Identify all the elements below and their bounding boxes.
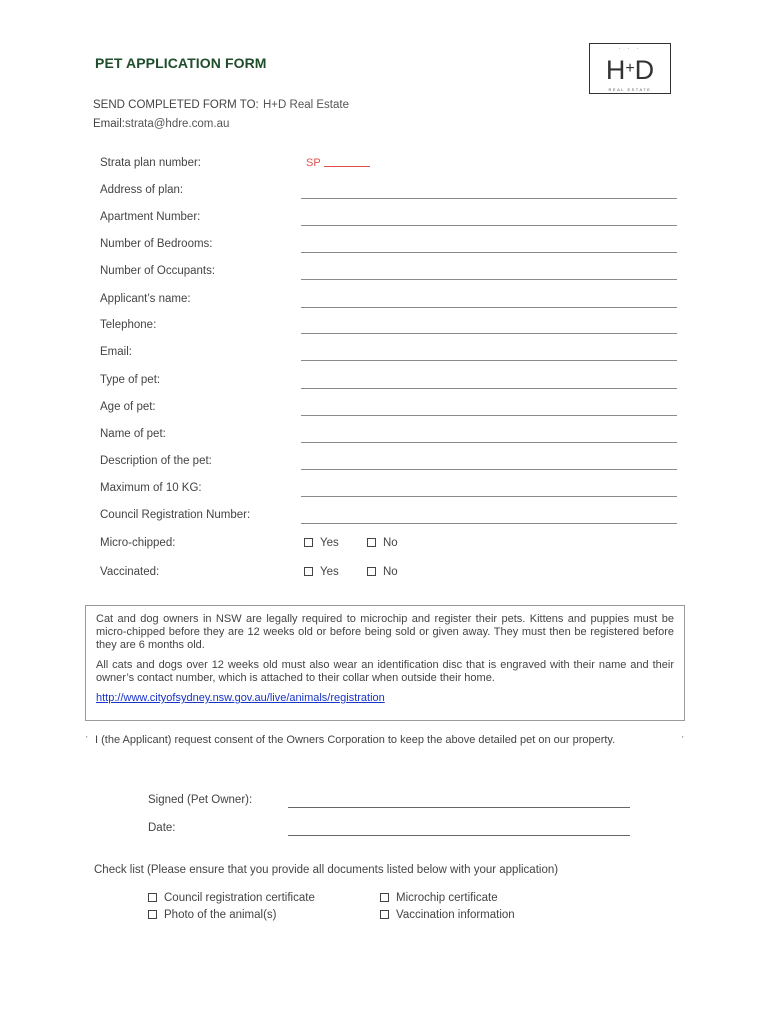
micro-chipped-yes-checkbox[interactable]: Yes: [304, 537, 339, 549]
date-line[interactable]: [288, 835, 630, 836]
date-field[interactable]: [148, 822, 630, 842]
input-line[interactable]: [301, 469, 677, 470]
vaccinated-yes-checkbox[interactable]: Yes: [304, 566, 339, 578]
checklist-item-council-certificate[interactable]: Council registration certificate: [148, 892, 315, 904]
checkbox-icon: [367, 538, 376, 547]
margin-mark: ': [86, 735, 88, 744]
email-label: Email:: [93, 118, 125, 130]
checkbox-icon: [304, 567, 313, 576]
field-pet-age[interactable]: [100, 401, 677, 421]
field-label: Type of pet:: [100, 374, 161, 386]
field-apartment[interactable]: [100, 211, 677, 231]
consent-statement: I (the Applicant) request consent of the Owners Corporation to keep the above detailed pet on our property.: [95, 734, 616, 746]
checkbox-icon: [367, 567, 376, 576]
field-occupants[interactable]: [100, 265, 677, 285]
field-address[interactable]: [100, 184, 677, 204]
company-logo: [589, 43, 671, 94]
logo-dots: · · ·: [618, 46, 642, 52]
checkbox-icon: [380, 893, 389, 902]
checklist-item-photo[interactable]: Photo of the animal(s): [148, 909, 277, 921]
checkbox-icon: [148, 910, 157, 919]
field-max-weight[interactable]: [100, 482, 677, 502]
field-label: Description of the pet:: [100, 455, 212, 467]
input-line[interactable]: [301, 279, 677, 280]
email-row: [93, 118, 229, 130]
notice-paragraph-2: All cats and dogs over 12 weeks old must also wear an identification disc that is engraved with their name and their owner’s contact number, which is attached to their collar when outside their home.: [96, 659, 674, 684]
field-label: Strata plan number:: [100, 157, 202, 169]
checkbox-icon: [380, 910, 389, 919]
registration-link[interactable]: http://www.cityofsydney.nsw.gov.au/live/animals/registration: [96, 692, 385, 704]
microchip-notice-box: [85, 605, 685, 721]
signature-line[interactable]: [288, 807, 630, 808]
checkbox-icon: [304, 538, 313, 547]
field-label: Email:: [100, 346, 132, 358]
form-title: PET APPLICATION FORM: [95, 55, 267, 71]
field-strata-plan: [100, 157, 677, 177]
checkbox-icon: [148, 893, 157, 902]
send-to-value: H+D Real Estate: [263, 99, 349, 111]
input-line[interactable]: [301, 252, 677, 253]
logo-mark: H+D: [605, 55, 655, 85]
field-label: Number of Occupants:: [100, 265, 216, 277]
send-to-row: [93, 99, 349, 111]
input-line[interactable]: [301, 442, 677, 443]
field-email[interactable]: [100, 346, 677, 366]
date-label: Date:: [148, 822, 176, 834]
input-line[interactable]: [301, 307, 677, 308]
field-label: Number of Bedrooms:: [100, 238, 213, 250]
send-to-label: SEND COMPLETED FORM TO:: [93, 99, 259, 111]
input-line[interactable]: [301, 333, 677, 334]
checklist-title: Check list (Please ensure that you provide all documents listed below with your application): [94, 864, 559, 876]
field-council-registration[interactable]: [100, 509, 677, 529]
vaccinated-no-checkbox[interactable]: No: [367, 566, 398, 578]
margin-mark: ': [682, 735, 684, 744]
input-line[interactable]: [301, 225, 677, 226]
micro-chipped-no-checkbox[interactable]: No: [367, 537, 398, 549]
field-label: Applicant’s name:: [100, 293, 191, 305]
field-label: Micro-chipped:: [100, 537, 176, 549]
input-line[interactable]: [301, 496, 677, 497]
input-line[interactable]: [301, 198, 677, 199]
input-line[interactable]: [301, 523, 677, 524]
signature-label: Signed (Pet Owner):: [148, 794, 253, 806]
field-label: Age of pet:: [100, 401, 156, 413]
input-line[interactable]: [301, 360, 677, 361]
logo-subtitle: REAL ESTATE: [608, 87, 652, 92]
field-bedrooms[interactable]: [100, 238, 677, 258]
email-value: strata@hdre.com.au: [125, 118, 230, 130]
checklist-item-vaccination[interactable]: Vaccination information: [380, 909, 515, 921]
input-line[interactable]: [301, 415, 677, 416]
field-pet-name[interactable]: [100, 428, 677, 448]
field-label: Apartment Number:: [100, 211, 201, 223]
field-label: Name of pet:: [100, 428, 166, 440]
field-label: Vaccinated:: [100, 566, 160, 578]
field-pet-description[interactable]: [100, 455, 677, 475]
checklist-item-microchip-certificate[interactable]: Microchip certificate: [380, 892, 498, 904]
field-pet-type[interactable]: [100, 374, 677, 394]
notice-paragraph-1: Cat and dog owners in NSW are legally required to microchip and register their pets. Kittens and puppies must be micro-chipped before they are 12 weeks old or before being sold or given away. They must then be registered before they are 6 months old.: [96, 613, 674, 651]
strata-plan-input[interactable]: SP: [306, 157, 370, 169]
field-label: Council Registration Number:: [100, 509, 251, 521]
field-applicant-name[interactable]: [100, 293, 677, 313]
field-telephone[interactable]: [100, 319, 677, 339]
field-label: Telephone:: [100, 319, 157, 331]
field-label: Address of plan:: [100, 184, 184, 196]
signature-field[interactable]: [148, 794, 630, 814]
field-label: Maximum of 10 KG:: [100, 482, 202, 494]
input-line[interactable]: [301, 388, 677, 389]
